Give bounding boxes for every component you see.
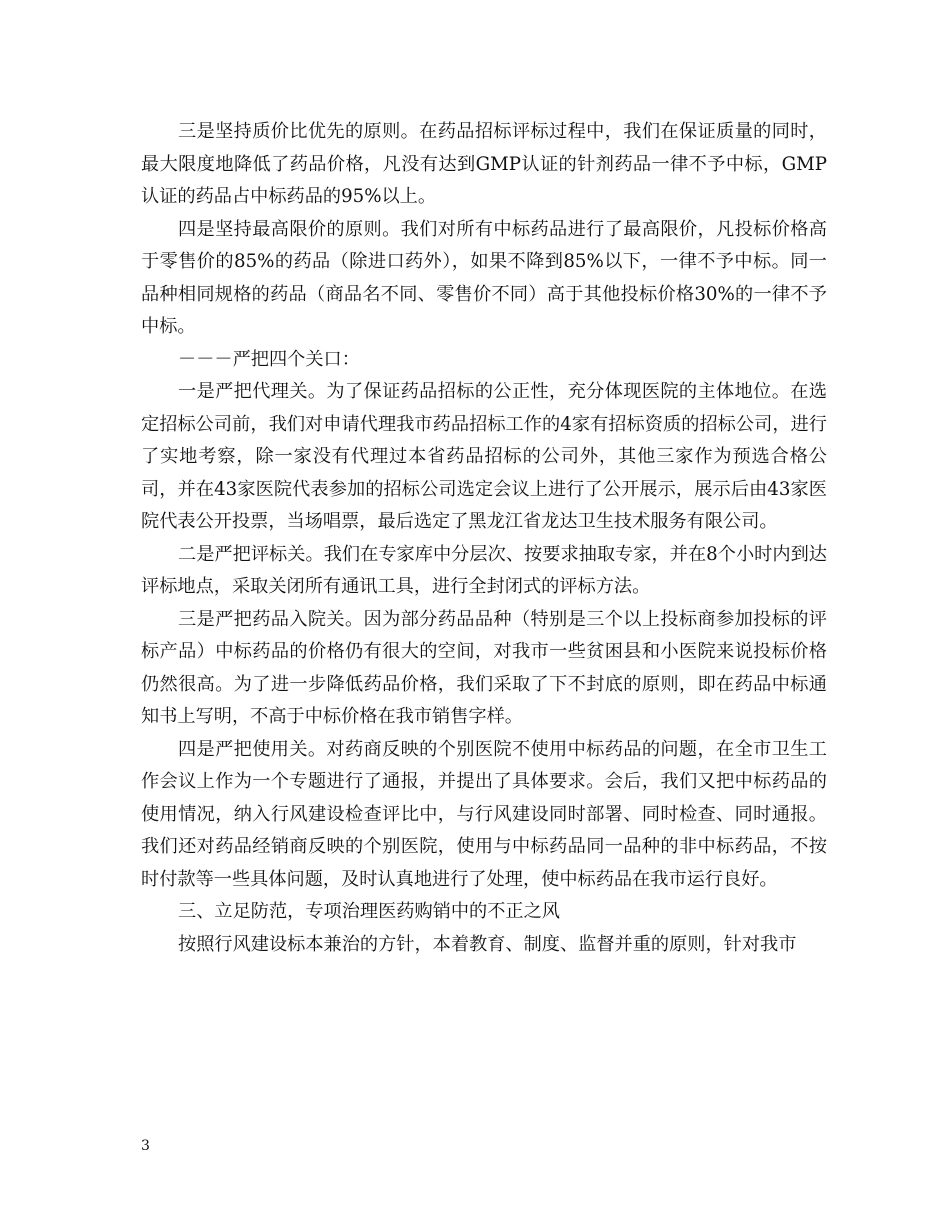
page-number: 3 [141, 1138, 150, 1154]
body-text [141, 116, 827, 961]
paragraph-prevention-intro: 按照行风建设标本兼治的方针，本着教育、制度、监督并重的原则，针对我市 [178, 933, 797, 955]
section-heading-prevention: 三、立足防范，专项治理医药购销中的不正之风 [178, 901, 560, 922]
paragraph-quality-price: 三是坚持质价比优先的原则。在药品招标评标过程中，我们在保证质量的同时，最大限度地降低了药品价格，凡没有达到GMP认证的针剂药品一律不予中标，GMP认证的药品占中标药品的95%以上。 [141, 121, 827, 207]
paragraph-agency-check: 一是严把代理关。为了保证药品招标的公正性，充分体现医院的主体地位。在选定招标公司前，我们对申请代理我市药品招标工作的4家有招标资质的招标公司，进行了实地考察，除一家没有代理过本省药品招标的公司外，其他三家作为预选合格公司，并在43家医院代表参加的招标公司选定会议上进行了公开展示，展示后由43家医院代表公开投票，当场唱票，最后选定了黑龙江省龙达卫生技术服务有限公司。 [141, 381, 827, 532]
paragraph-usage-check: 四是严把使用关。对药商反映的个别医院不使用中标药品的问题，在全市卫生工作会议上作为一个专题进行了通报，并提出了具体要求。会后，我们又把中标药品的使用情况，纳入行风建设检查评比中，与行风建设同时部署、同时检查、同时通报。我们还对药品经销商反映的个别医院，使用与中标药品同一品种的非中标药品，不按时付款等一些具体问题，及时认真地进行了处理，使中标药品在我市运行良好。 [141, 738, 827, 890]
paragraph-max-price: 四是坚持最高限价的原则。我们对所有中标药品进行了最高限价，凡投标价格高于零售价的85%的药品（除进口药外），如果不降到85%以下，一律不予中标。同一品种相同规格的药品（商品名不同、零售价不同）高于其他投标价格30%的一律不予中标。 [141, 218, 827, 337]
paragraph-four-checkpoints: －－－严把四个关口： [178, 348, 360, 370]
paragraph-hospital-entry-check: 三是严把药品入院关。因为部分药品品种（特别是三个以上投标商参加投标的评标产品）中标药品的价格仍有很大的空间，对我市一些贫困县和小医院来说投标价格仍然很高。为了进一步降低药品价格，我们采取了下不封底的原则，即在药品中标通知书上写明，不高于中标价格在我市销售字样。 [141, 608, 827, 727]
paragraph-evaluation-check: 二是严把评标关。我们在专家库中分层次、按要求抽取专家，并在8个小时内到达评标地点，采取关闭所有通讯工具，进行全封闭式的评标方法。 [141, 543, 827, 597]
